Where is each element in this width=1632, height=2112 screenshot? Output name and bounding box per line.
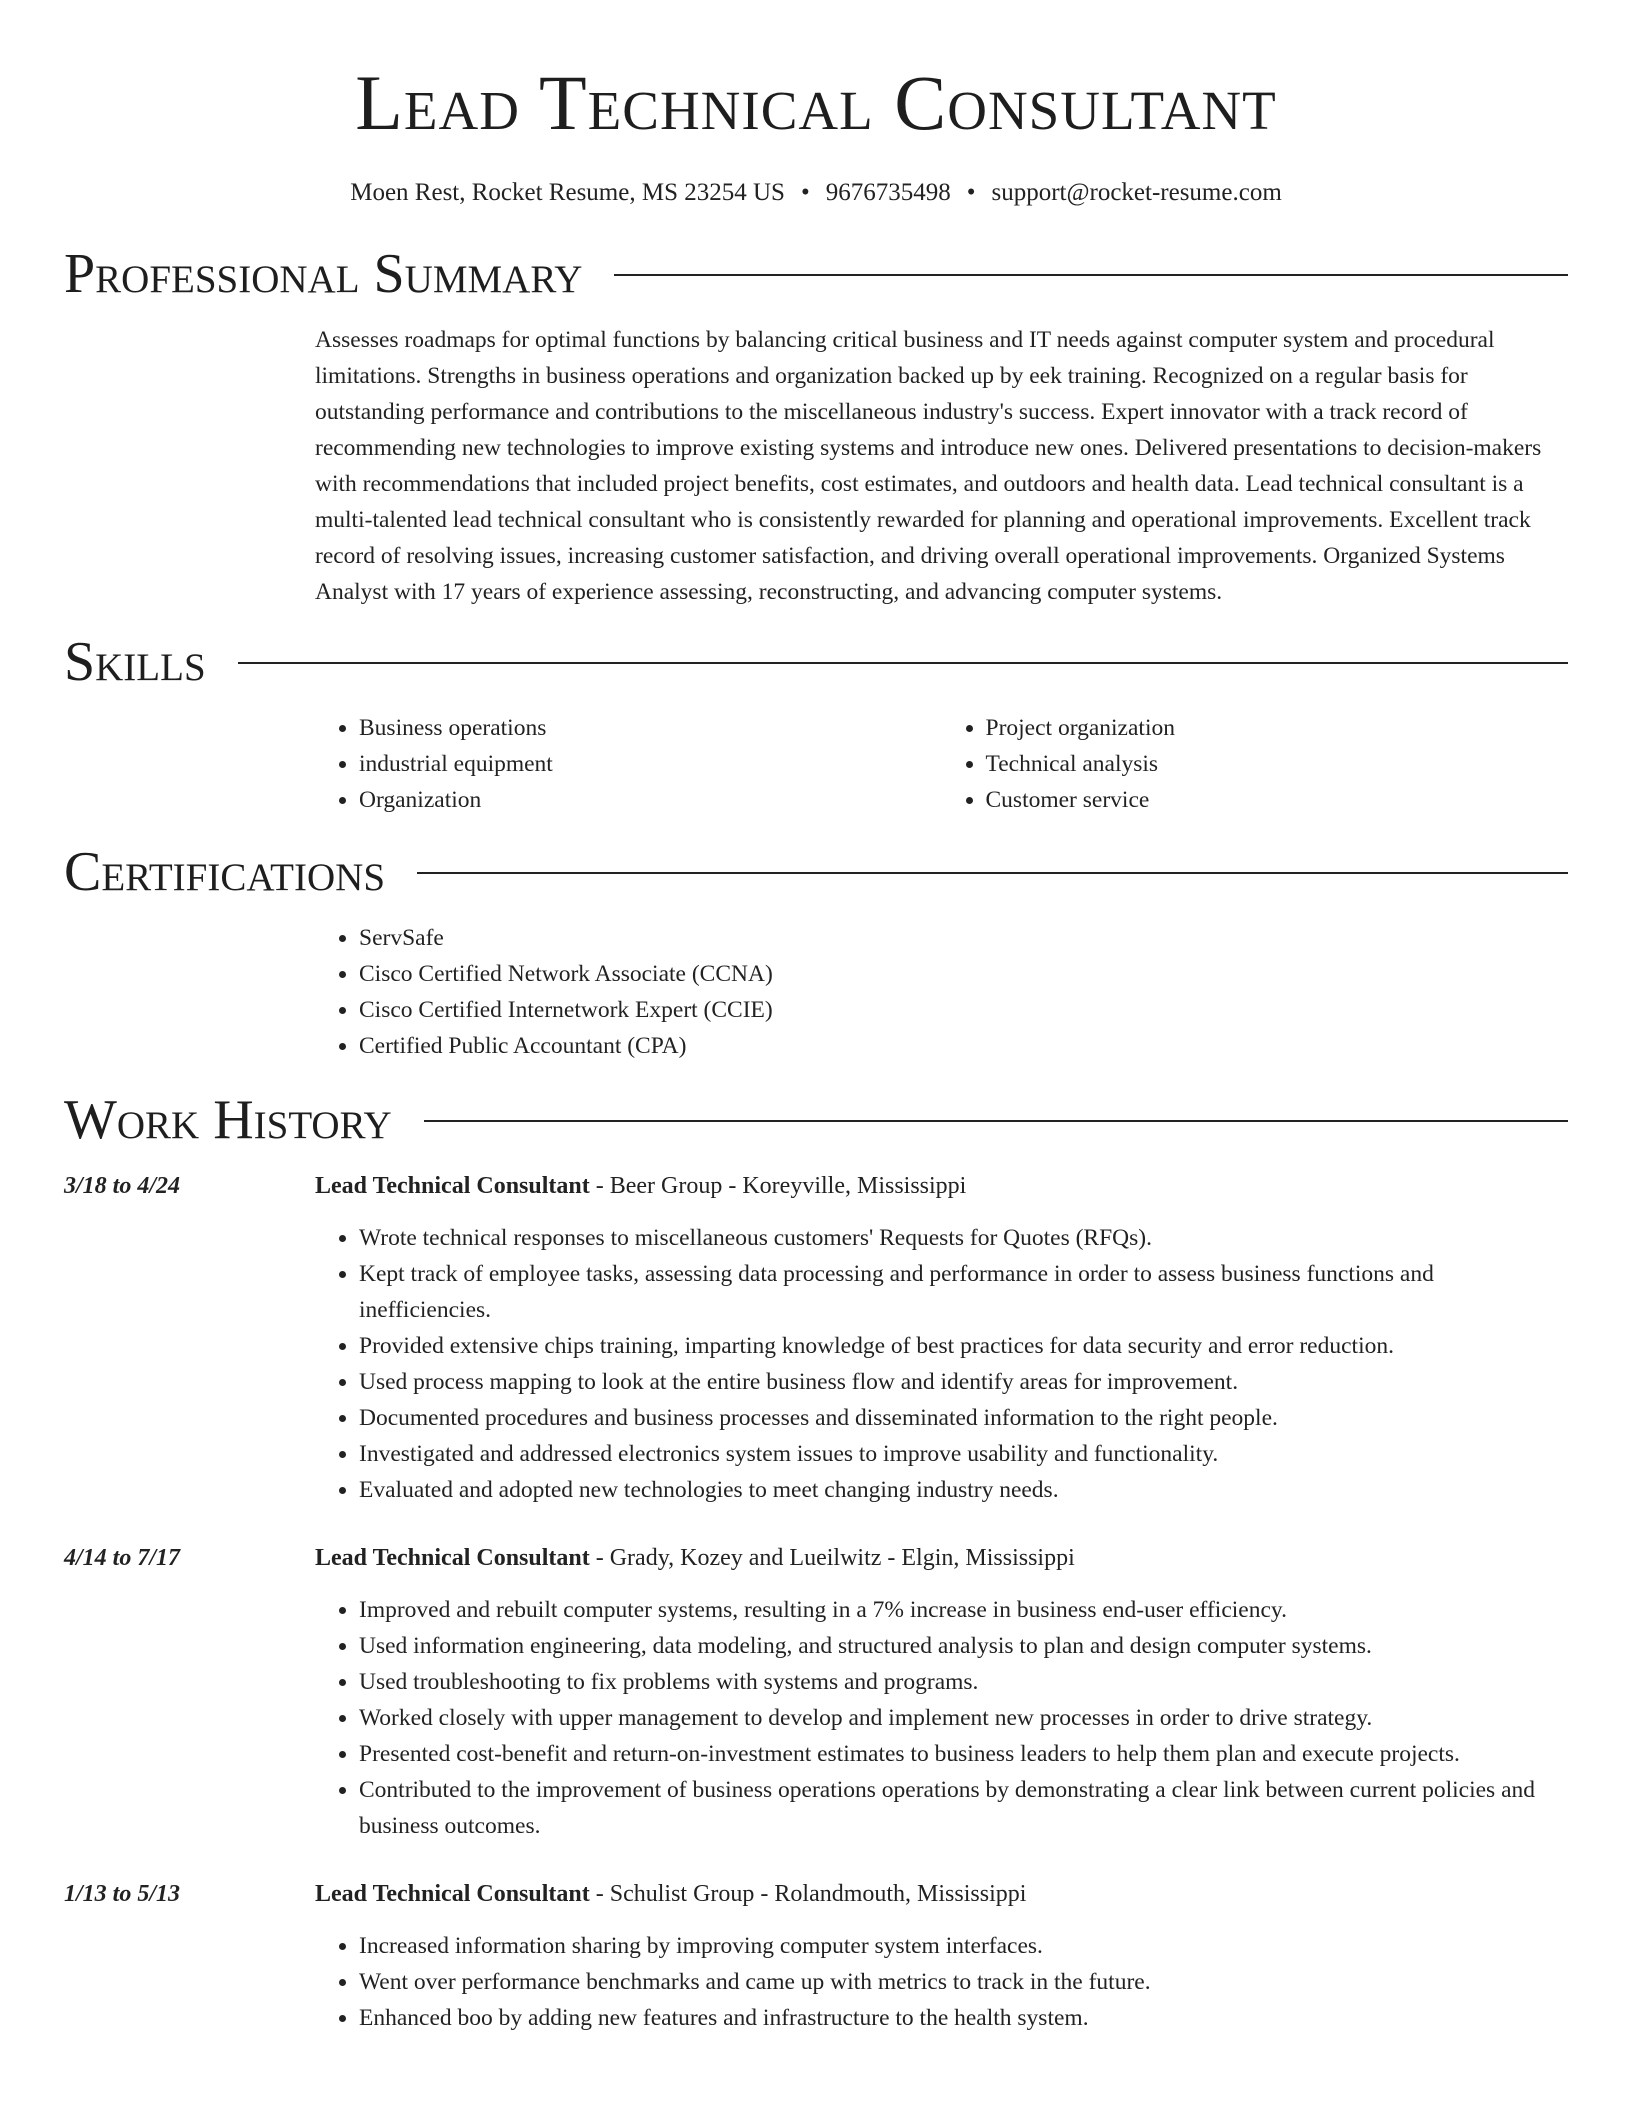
job-bullet: • Went over performance benchmarks and came up with metrics to track in the future.: [359, 1964, 1568, 2000]
skills-heading: Skills: [64, 631, 206, 693]
skill-item: • Organization: [359, 782, 942, 818]
job-bullets: [315, 1220, 1568, 1508]
skills-column-right: [942, 710, 1569, 818]
job-entry: [64, 1876, 1568, 2036]
section-divider: [417, 872, 1568, 874]
job-bullet: • Presented cost-benefit and return-on-investment estimates to business leaders to help them plan and execute projects.: [359, 1736, 1568, 1772]
job-bullet: • Worked closely with upper management to develop and implement new processes in order to drive strategy.: [359, 1700, 1568, 1736]
job-bullet: • Improved and rebuilt computer systems, resulting in a 7% increase in business end-user efficiency.: [359, 1592, 1568, 1628]
job-bullets: [315, 1592, 1568, 1844]
certification-item: • Certified Public Accountant (CPA): [359, 1028, 1568, 1064]
job-bullet: • Used process mapping to look at the entire business flow and identify areas for improvement.: [359, 1364, 1568, 1400]
job-header: [315, 1540, 1568, 1576]
summary-section-header: [64, 244, 1568, 304]
job-bullet: • Used information engineering, data modeling, and structured analysis to plan and design computer systems.: [359, 1628, 1568, 1664]
job-header: [315, 1876, 1568, 1912]
job-bullet: • Kept track of employee tasks, assessing data processing and performance in order to assess business functions and inefficiencies.: [359, 1256, 1568, 1328]
skills-list: [315, 710, 1568, 818]
job-details: [315, 1540, 1568, 1844]
job-dates: 4/14 to 7/17: [64, 1545, 181, 1571]
resume-page: [64, 0, 1568, 2036]
separator-dot: •: [966, 179, 976, 206]
section-divider: [238, 662, 1568, 664]
skill-item: • Business operations: [359, 710, 942, 746]
separator-dot: •: [800, 179, 810, 206]
job-details: [315, 1876, 1568, 2036]
job-employer: - Schulist Group - Rolandmouth, Mississippi: [589, 1881, 1027, 1907]
job-entry: [64, 1168, 1568, 1508]
certifications-heading: Certifications: [64, 841, 386, 903]
job-bullet: • Used troubleshooting to fix problems with systems and programs.: [359, 1664, 1568, 1700]
job-bullet: • Investigated and addressed electronics system issues to improve usability and functionality.: [359, 1436, 1568, 1472]
job-title: Lead Technical Consultant: [315, 1173, 590, 1199]
skill-item: • industrial equipment: [359, 746, 942, 782]
job-dates: 3/18 to 4/24: [64, 1173, 181, 1199]
certifications-list: [315, 920, 1568, 1064]
certification-item: • Cisco Certified Internetwork Expert (CCIE): [359, 992, 1568, 1028]
certifications-section-header: [64, 842, 1568, 902]
job-dates: 1/13 to 5/13: [64, 1881, 181, 1907]
skill-item: • Customer service: [986, 782, 1569, 818]
job-bullet: • Provided extensive chips training, imparting knowledge of best practices for data security and error reduction.: [359, 1328, 1568, 1364]
section-divider: [614, 274, 1568, 276]
contact-email: support@rocket-resume.com: [991, 179, 1282, 206]
job-bullet: • Enhanced boo by adding new features and infrastructure to the health system.: [359, 2000, 1568, 2036]
resume-name: Lead Technical Consultant: [355, 59, 1277, 146]
contact-address: Moen Rest, Rocket Resume, MS 23254 US: [350, 179, 785, 206]
job-title: Lead Technical Consultant: [315, 1881, 590, 1907]
job-title: Lead Technical Consultant: [315, 1545, 590, 1571]
summary-body: [315, 322, 1568, 610]
job-bullet: • Documented procedures and business processes and disseminated information to the right people.: [359, 1400, 1568, 1436]
job-employer: - Grady, Kozey and Lueilwitz - Elgin, Mississippi: [589, 1545, 1075, 1571]
certification-item: • Cisco Certified Network Associate (CCNA): [359, 956, 1568, 992]
job-bullets: [315, 1928, 1568, 2036]
certifications-body: [315, 920, 1568, 1064]
skills-column-left: [315, 710, 942, 818]
job-entry: [64, 1540, 1568, 1844]
skills-section-header: [64, 632, 1568, 692]
summary-heading: Professional Summary: [64, 243, 583, 305]
contact-line: [64, 178, 1568, 208]
certification-item: • ServSafe: [359, 920, 1568, 956]
job-employer: - Beer Group - Koreyville, Mississippi: [589, 1173, 967, 1199]
job-bullet: • Increased information sharing by improving computer system interfaces.: [359, 1928, 1568, 1964]
job-bullet: • Wrote technical responses to miscellaneous customers' Requests for Quotes (RFQs).: [359, 1220, 1568, 1256]
job-details: [315, 1168, 1568, 1508]
summary-text: Assesses roadmaps for optimal functions by balancing critical business and IT needs against computer system and procedural limitations. Strengths in business operations and organization backed up by eek training. Recognized on a regular basis for outstanding performance and contributions to the miscellaneous industry's success. Expert innovator with a track record of recommending new technologies to improve existing systems and introduce new ones. Delivered presentations to decision-makers with recommendations that included project benefits, cost estimates, and outdoors and health data. Lead technical consultant is a multi-talented lead technical consultant who is consistently rewarded for planning and operational improvements. Excellent track record of resolving issues, increasing customer satisfaction, and driving overall operational improvements. Organized Systems Analyst with 17 years of experience assessing, reconstructing, and advancing computer systems.: [315, 327, 1542, 605]
job-bullet: • Contributed to the improvement of business operations operations by demonstrating a clear link between current policies and business outcomes.: [359, 1772, 1568, 1844]
job-header: [315, 1168, 1568, 1204]
job-bullet: • Evaluated and adopted new technologies to meet changing industry needs.: [359, 1472, 1568, 1508]
section-divider: [424, 1120, 1568, 1122]
skill-item: • Technical analysis: [986, 746, 1569, 782]
skill-item: • Project organization: [986, 710, 1569, 746]
contact-phone: 9676735498: [825, 179, 951, 206]
work-section-header: [64, 1090, 1568, 1150]
work-heading: Work History: [64, 1089, 392, 1151]
